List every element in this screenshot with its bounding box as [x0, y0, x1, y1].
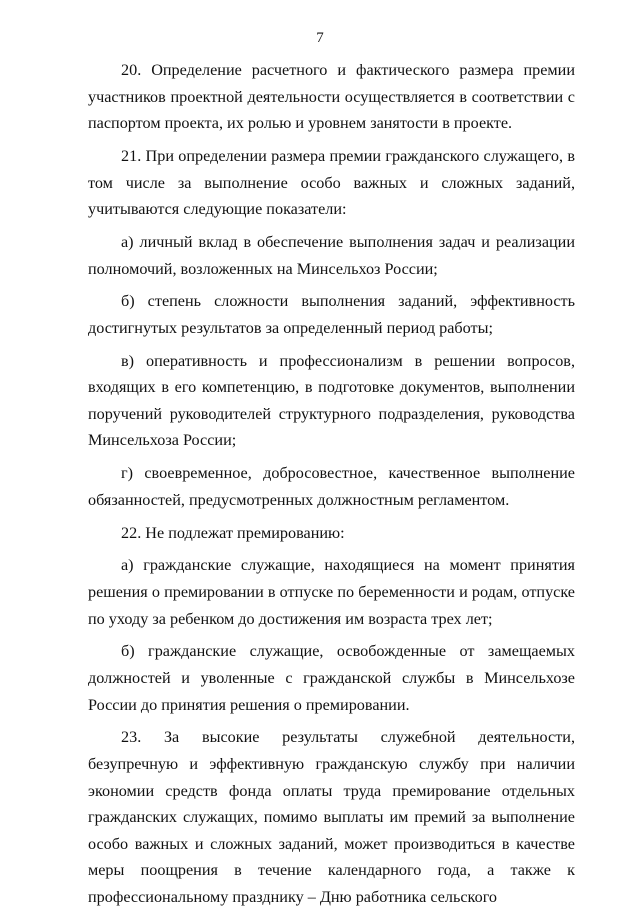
paragraph-22: 22. Не подлежат премированию:	[121, 523, 345, 542]
paragraph-21-v: в) оперативность и профессионализм в решении вопросов, входящих в его компетенцию, в подготовке документов, выполнении поручений руководителей структурного подразделения, руководства Минсельхоза России;	[88, 351, 575, 450]
paragraph-23: 23. За высокие результаты служебной деятельности, безупречную и эффективную гражданскую службу при наличии экономии средств фонда оплаты труда премирование отдельных гражданских служащих, помимо выплаты им премий за выполнение особо важных и сложных заданий, может производиться в качестве меры поощрения в течение календарного года, а также к профессиональному празднику – Дню работника сельского	[88, 728, 575, 906]
paragraph-21-a: а) личный вклад в обеспечение выполнения задач и реализации полномочий, возложенных на Минсельхоз России;	[88, 232, 575, 278]
document-body	[88, 57, 575, 917]
paragraph-20: 20. Определение расчетного и фактического размера премии участников проектной деятельности осуществляется в соответствии с паспортом проекта, их ролью и уровнем занятости в проекте.	[88, 61, 575, 133]
paragraph-21-b: б) степень сложности выполнения заданий, эффективность достигнутых результатов за определенный период работы;	[88, 292, 575, 337]
paragraph-22-a: а) гражданские служащие, находящиеся на момент принятия решения о премировании в отпуске по беременности и родам, отпуске по уходу за ребенком до достижения им возраста трех лет;	[88, 556, 575, 628]
page-number: 7	[316, 30, 324, 46]
paragraph-22-b: б) гражданские служащие, освобожденные от замещаемых должностей и уволенные с гражданской службы в Минсельхозе России до принятия решения о премировании.	[88, 642, 575, 714]
paragraph-21: 21. При определении размера премии гражданского служащего, в том числе за выполнение особо важных и сложных заданий, учитываются следующие показатели:	[88, 146, 575, 219]
paragraph-21-g: г) своевременное, добросовестное, качественное выполнение обязанностей, предусмотренных должностным регламентом.	[88, 464, 575, 509]
